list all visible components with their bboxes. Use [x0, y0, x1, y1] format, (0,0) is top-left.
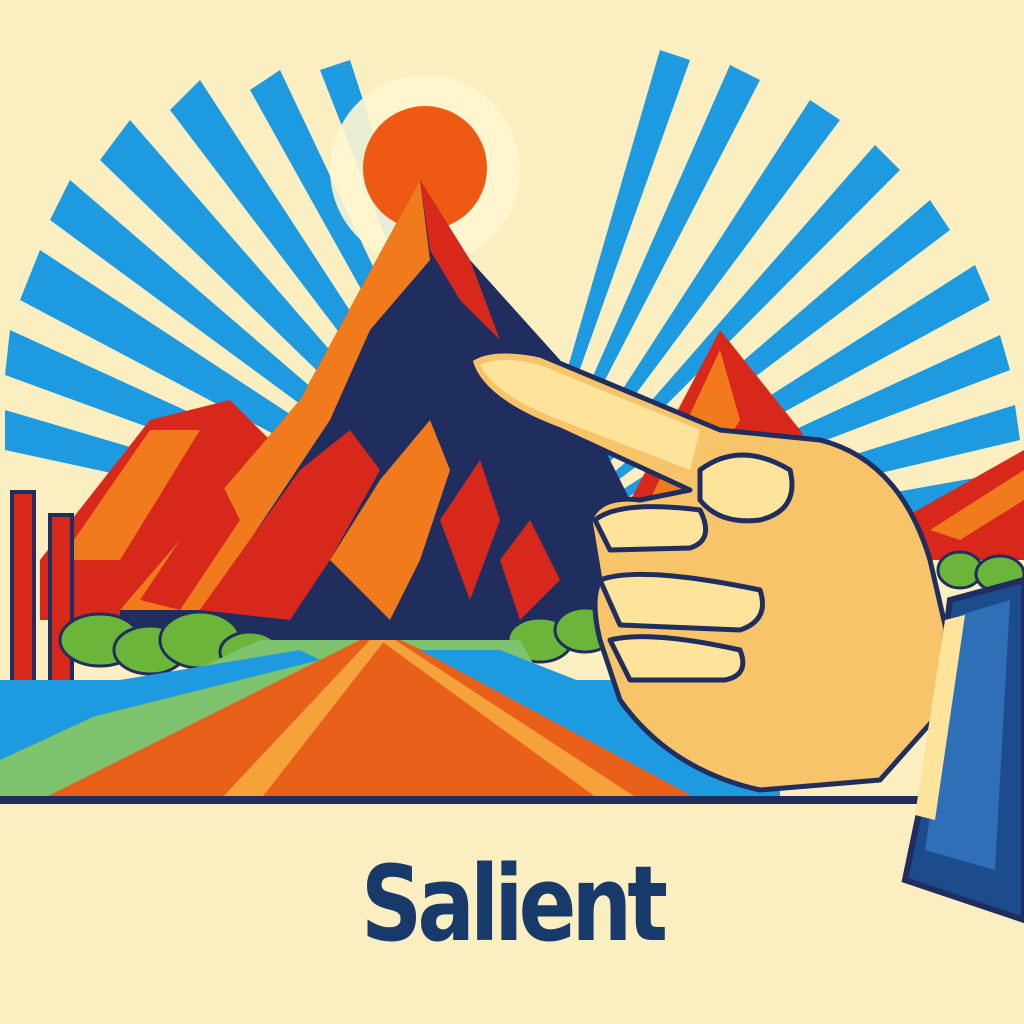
caption-title: Salient — [360, 843, 664, 965]
